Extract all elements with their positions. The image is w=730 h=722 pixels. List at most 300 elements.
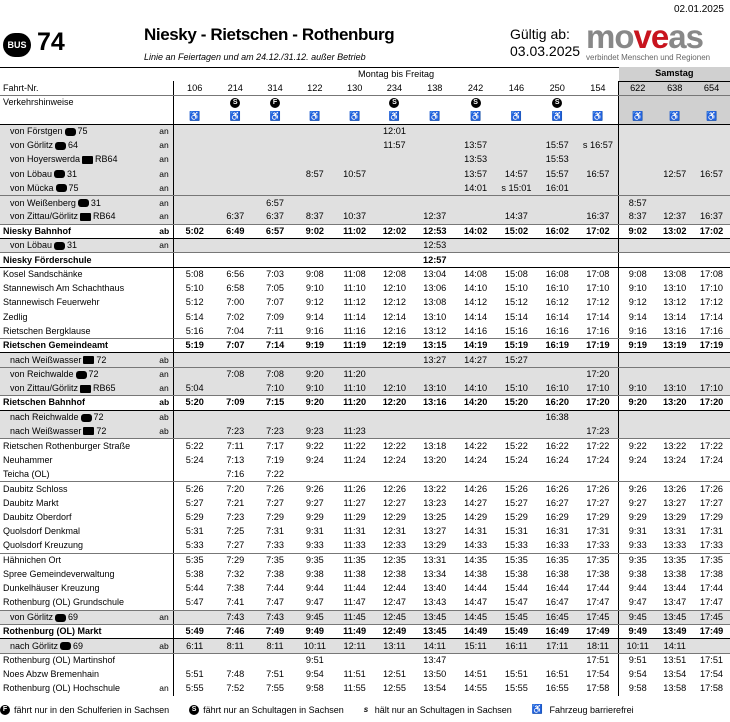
departure-time: 7:15 xyxy=(255,396,295,410)
departure-time xyxy=(537,239,578,253)
departure-time: 9:27 xyxy=(619,496,657,510)
departure-time xyxy=(414,196,455,210)
stop-name xyxy=(0,625,159,639)
departure-time: 7:29 xyxy=(266,511,284,522)
stop-row xyxy=(0,567,730,581)
stop-name xyxy=(0,567,159,581)
departure-time: 15:31 xyxy=(504,526,528,537)
stop-row xyxy=(0,625,730,639)
departure-time: 17:58 xyxy=(586,683,610,694)
departure-time: 13:53 xyxy=(455,153,496,167)
verkehr-label: Verkehrshinweise xyxy=(3,97,74,108)
stop-row xyxy=(0,167,730,181)
departure-time: 7:17 xyxy=(266,440,284,451)
departure-time: 15:10 xyxy=(496,382,537,396)
departure-time: 16:10 xyxy=(545,283,569,294)
departure-time: 14:08 xyxy=(464,269,488,280)
departure-time xyxy=(335,653,375,667)
departure-time: 17:08 xyxy=(700,269,724,280)
departure-time: 15:14 xyxy=(504,311,528,322)
departure-time xyxy=(215,153,255,167)
departure-time: 6:11 xyxy=(174,639,216,653)
departure-time xyxy=(375,253,415,267)
departure-time: 17:26 xyxy=(586,483,610,494)
departure-time xyxy=(375,367,415,381)
departure-time: 16:49 xyxy=(537,625,578,639)
departure-time: 15:26 xyxy=(504,483,528,494)
trip-number: 242 xyxy=(455,81,496,95)
departure-time: 12:53 xyxy=(414,239,455,253)
departure-time: 9:49 xyxy=(295,625,335,639)
departure-time: 14:19 xyxy=(455,339,496,353)
departure-time xyxy=(335,410,375,424)
departure-time: 14:26 xyxy=(464,483,488,494)
stop-row xyxy=(0,667,730,681)
departure-time xyxy=(375,239,415,253)
stop-row xyxy=(0,610,730,624)
ferien-icon: F xyxy=(0,705,10,715)
departure-time xyxy=(335,153,375,167)
departure-time: 14:37 xyxy=(496,210,537,224)
departure-time: 9:22 xyxy=(619,439,657,453)
departure-time: 14:27 xyxy=(455,353,496,367)
stop-label: Teicha (OL) xyxy=(3,468,50,479)
departure-time xyxy=(295,239,335,253)
departure-time xyxy=(537,196,578,210)
arr-dep-marker xyxy=(159,296,173,310)
connect-line: 69 xyxy=(68,611,79,622)
departure-time: 5:19 xyxy=(174,339,216,353)
departure-time: 13:47 xyxy=(423,655,447,666)
stop-name xyxy=(0,210,159,224)
departure-time: 9:20 xyxy=(295,367,335,381)
departure-time: 7:14 xyxy=(255,339,295,353)
stop-name xyxy=(0,410,159,424)
departure-time: 11:45 xyxy=(335,610,375,624)
departure-time xyxy=(578,196,619,210)
departure-time: 7:07 xyxy=(266,297,284,308)
departure-time: 13:12 xyxy=(663,297,687,308)
departure-time xyxy=(656,410,693,424)
departure-time: 7:26 xyxy=(266,483,284,494)
departure-time: 17:22 xyxy=(586,440,610,451)
trip-note xyxy=(174,96,216,110)
departure-time xyxy=(656,353,693,367)
stop-label: Neuhammer xyxy=(3,454,53,465)
stop-row xyxy=(0,138,730,152)
trip-number: 146 xyxy=(496,81,537,95)
arr-dep-marker xyxy=(159,510,173,524)
departure-time: 13:22 xyxy=(663,440,687,451)
departure-time: 9:20 xyxy=(619,396,657,410)
stop-row xyxy=(0,296,730,310)
departure-time xyxy=(335,253,375,267)
departure-time: 7:02 xyxy=(226,311,245,322)
departure-time: 13:47 xyxy=(656,596,693,610)
day-header-row xyxy=(0,67,730,81)
connect-line: 31 xyxy=(90,197,101,208)
schultag-stop-icon: s xyxy=(363,705,369,714)
arr-dep-marker: ab xyxy=(159,224,173,238)
trip-number: 138 xyxy=(414,81,455,95)
departure-time: 17:49 xyxy=(578,625,619,639)
departure-time: 5:24 xyxy=(174,453,216,467)
departure-time xyxy=(375,153,415,167)
line-number: 74 xyxy=(37,28,65,56)
arr-dep-marker xyxy=(159,496,173,510)
departure-time: 11:29 xyxy=(343,511,366,522)
departure-time: 9:10 xyxy=(619,382,657,396)
departure-time: 7:04 xyxy=(215,324,255,338)
departure-time: 13:35 xyxy=(663,554,687,565)
departure-time xyxy=(215,253,255,267)
departure-time: 13:10 xyxy=(423,311,447,322)
stop-row xyxy=(0,453,730,467)
departure-time: 7:46 xyxy=(215,625,255,639)
departure-time: 9:24 xyxy=(619,453,657,467)
schultag-icon: S xyxy=(389,98,399,108)
connect-line: 72 xyxy=(93,412,104,423)
departure-time: 13:27 xyxy=(423,526,447,537)
departure-time xyxy=(174,353,216,367)
connect-line: 31 xyxy=(67,168,78,179)
departure-time: 5:20 xyxy=(174,396,216,410)
departure-time: 15:27 xyxy=(504,497,528,508)
stop-name xyxy=(0,596,159,610)
departure-time: 13:20 xyxy=(423,454,447,465)
departure-time xyxy=(693,153,730,167)
stop-name xyxy=(0,682,159,696)
departure-time: 14:35 xyxy=(464,554,488,565)
stop-row xyxy=(0,382,730,396)
arr-dep-marker: an xyxy=(159,382,173,396)
departure-time: 12:55 xyxy=(382,683,406,694)
stop-label: von Mücka xyxy=(10,182,54,193)
departure-time: 12:22 xyxy=(382,440,406,451)
departure-time xyxy=(255,153,295,167)
stop-label: von Löbau xyxy=(10,168,53,179)
departure-time: 7:19 xyxy=(266,454,284,465)
stop-row xyxy=(0,553,730,567)
departure-time: 15:22 xyxy=(504,440,528,451)
departure-time: 16:02 xyxy=(537,224,578,238)
departure-time: 13:16 xyxy=(414,396,455,410)
departure-time: 11:16 xyxy=(335,324,375,338)
departure-time xyxy=(693,239,730,253)
stop-row xyxy=(0,353,730,367)
departure-time: 5:22 xyxy=(174,439,216,453)
departure-time: 13:10 xyxy=(414,382,455,396)
departure-time: 17:29 xyxy=(700,511,724,522)
departure-time xyxy=(335,467,375,481)
departure-time: 16:57 xyxy=(578,167,619,181)
departure-time: 8:11 xyxy=(215,639,255,653)
legend-f: fährt nur in den Schulferien in Sachsen xyxy=(14,704,170,715)
departure-time: 7:23 xyxy=(255,424,295,438)
departure-time: 7:27 xyxy=(215,539,255,553)
departure-time: 14:11 xyxy=(414,639,455,653)
stop-row xyxy=(0,410,730,424)
trip-number: 234 xyxy=(375,81,415,95)
departure-time: 5:49 xyxy=(174,625,216,639)
stop-name xyxy=(0,153,159,167)
stop-name xyxy=(0,667,159,681)
departure-time xyxy=(693,639,730,653)
departure-time: 17:51 xyxy=(586,655,610,666)
stop-name xyxy=(0,525,159,539)
departure-time: 11:22 xyxy=(343,440,366,451)
trip-number: 214 xyxy=(215,81,255,95)
trip-note xyxy=(496,96,537,110)
bus-icon xyxy=(76,371,87,379)
departure-time: 13:43 xyxy=(414,596,455,610)
departure-time xyxy=(455,124,496,138)
departure-time: 17:38 xyxy=(586,569,610,580)
arr-dep-marker xyxy=(159,525,173,539)
stop-name xyxy=(0,339,159,353)
departure-time: 16:51 xyxy=(545,669,569,680)
departure-time: 12:51 xyxy=(382,669,406,680)
trip-note xyxy=(375,96,415,110)
connect-line: 75 xyxy=(77,126,88,137)
departure-time: 5:27 xyxy=(174,496,216,510)
departure-time: 14:55 xyxy=(464,683,488,694)
departure-time: 17:33 xyxy=(578,539,619,553)
stop-row xyxy=(0,424,730,438)
trip-number: 154 xyxy=(578,81,619,95)
departure-time xyxy=(375,353,415,367)
departure-time: 13:14 xyxy=(663,311,687,322)
departure-time: 15:29 xyxy=(504,511,528,522)
departure-time: 14:12 xyxy=(464,297,488,308)
stop-row xyxy=(0,239,730,253)
departure-time xyxy=(215,181,255,195)
schultag-icon: S xyxy=(230,98,240,108)
stop-label: Rietschen Bahnhof xyxy=(3,397,86,408)
departure-time: 12:35 xyxy=(382,554,406,565)
departure-time: 13:02 xyxy=(656,224,693,238)
stop-name xyxy=(0,553,159,567)
stop-label: nach Görlitz xyxy=(10,640,59,651)
stop-label: nach Reichwalde xyxy=(10,412,79,423)
stop-label: Rothenburg (OL) Hochschule xyxy=(3,683,121,694)
departure-time xyxy=(455,253,496,267)
stop-row xyxy=(0,496,730,510)
departure-time xyxy=(656,138,693,152)
departure-time: 7:23 xyxy=(226,511,245,522)
stop-label: von Förstgen xyxy=(10,126,63,137)
departure-time: 14:14 xyxy=(464,311,488,322)
departure-time: 14:47 xyxy=(455,596,496,610)
bus-icon xyxy=(54,170,65,178)
stop-name xyxy=(0,353,159,367)
departure-time: 12:53 xyxy=(414,224,455,238)
stop-label: Quolsdorf Kreuzung xyxy=(3,540,84,551)
logo-part-3: as xyxy=(668,18,703,55)
stop-name xyxy=(0,539,159,553)
stop-row xyxy=(0,439,730,453)
departure-time: 16:24 xyxy=(545,454,569,465)
departure-time: 7:09 xyxy=(215,396,255,410)
departure-time: 17:20 xyxy=(693,396,730,410)
arr-dep-marker xyxy=(159,267,173,281)
departure-time xyxy=(455,653,496,667)
departure-time xyxy=(496,124,537,138)
departure-time: 9:29 xyxy=(305,511,324,522)
departure-time: 16:45 xyxy=(537,610,578,624)
stop-name xyxy=(0,510,159,524)
wheelchair-icon: ♿ xyxy=(656,110,693,124)
moveas-logo xyxy=(586,18,728,66)
departure-time: 13:33 xyxy=(656,539,693,553)
departure-time: 13:54 xyxy=(423,683,447,694)
departure-time: 17:31 xyxy=(586,526,610,537)
day-header-sa: Samstag xyxy=(619,67,730,81)
departure-time: 7:11 xyxy=(255,324,295,338)
trip-note xyxy=(578,96,619,110)
stop-row xyxy=(0,482,730,496)
departure-time: 17:02 xyxy=(693,224,730,238)
departure-time: 17:23 xyxy=(578,424,619,438)
departure-time: 7:08 xyxy=(215,367,255,381)
departure-time xyxy=(619,167,657,181)
trip-note xyxy=(619,96,657,110)
departure-time: 15:47 xyxy=(496,596,537,610)
departure-time: 14:57 xyxy=(496,167,537,181)
departure-time: 14:20 xyxy=(455,396,496,410)
departure-time xyxy=(335,353,375,367)
departure-time: 17:02 xyxy=(578,224,619,238)
departure-time: 14:44 xyxy=(464,583,488,594)
departure-time: 13:45 xyxy=(414,610,455,624)
departure-time: 9:08 xyxy=(619,267,657,281)
departure-time: 12:47 xyxy=(375,596,415,610)
departure-time: 11:33 xyxy=(335,539,375,553)
arr-dep-marker xyxy=(159,453,173,467)
departure-time: 12:14 xyxy=(382,311,406,322)
train-icon xyxy=(80,385,91,393)
departure-time: 12:02 xyxy=(375,224,415,238)
departure-time: 13:23 xyxy=(423,497,447,508)
stop-name xyxy=(0,639,159,653)
stop-name xyxy=(0,324,159,338)
departure-time: 9:16 xyxy=(295,324,335,338)
departure-time: 17:35 xyxy=(700,554,724,565)
departure-time: 7:03 xyxy=(266,269,284,280)
departure-time: 13:06 xyxy=(423,283,447,294)
wheelchair-icon: ♿ xyxy=(619,110,657,124)
connect-line: 64 xyxy=(68,140,79,151)
stop-name xyxy=(0,138,159,152)
departure-time xyxy=(656,467,693,481)
departure-time: 11:19 xyxy=(335,339,375,353)
departure-time: 16:33 xyxy=(537,539,578,553)
departure-time: 12:08 xyxy=(382,269,406,280)
departure-time: 17:19 xyxy=(693,339,730,353)
departure-time: 17:10 xyxy=(578,382,619,396)
departure-time: 12:11 xyxy=(335,639,375,653)
departure-time: 5:26 xyxy=(174,482,216,496)
departure-time: 7:05 xyxy=(266,283,284,294)
arr-dep-marker xyxy=(159,653,173,667)
departure-time xyxy=(295,253,335,267)
departure-time xyxy=(295,467,335,481)
departure-time: 7:23 xyxy=(215,424,255,438)
departure-time: 12:01 xyxy=(375,124,415,138)
departure-time: 12:10 xyxy=(382,283,406,294)
departure-time: 9:27 xyxy=(305,497,324,508)
departure-time: 7:41 xyxy=(215,596,255,610)
departure-time xyxy=(174,138,216,152)
day-header-empty xyxy=(0,67,174,81)
departure-time xyxy=(335,138,375,152)
departure-time: 15:12 xyxy=(504,297,528,308)
departure-time: 16:37 xyxy=(693,210,730,224)
arr-dep-marker: an xyxy=(159,239,173,253)
train-icon xyxy=(82,156,93,164)
stop-row xyxy=(0,310,730,324)
departure-time xyxy=(375,167,415,181)
departure-time xyxy=(255,353,295,367)
departure-time: 17:22 xyxy=(700,440,724,451)
departure-time: 5:12 xyxy=(174,296,216,310)
departure-time: 13:04 xyxy=(423,269,447,280)
departure-time xyxy=(215,653,255,667)
departure-time: 7:00 xyxy=(226,297,245,308)
logo-tagline: verbindet Menschen und Regionen xyxy=(586,53,711,62)
departure-time: 9:31 xyxy=(305,526,324,537)
departure-time: 7:55 xyxy=(266,683,284,694)
departure-time: 9:12 xyxy=(305,297,324,308)
departure-time: 14:49 xyxy=(455,625,496,639)
departure-time: 9:47 xyxy=(295,596,335,610)
departure-time xyxy=(455,239,496,253)
departure-time: 16:01 xyxy=(537,181,578,195)
stop-label: von Weißenberg xyxy=(10,197,76,208)
departure-time: 6:58 xyxy=(226,283,245,294)
trip-number: 638 xyxy=(656,81,693,95)
departure-time xyxy=(255,410,295,424)
departure-time xyxy=(578,239,619,253)
departure-time: 8:57 xyxy=(295,167,335,181)
arr-dep-marker: an xyxy=(159,367,173,381)
departure-time xyxy=(656,124,693,138)
departure-time xyxy=(414,410,455,424)
departure-time: 17:27 xyxy=(586,497,610,508)
departure-time: 9:58 xyxy=(305,683,324,694)
bus-icon xyxy=(81,414,92,422)
departure-time: 14:11 xyxy=(656,639,693,653)
departure-time: 11:20 xyxy=(335,396,375,410)
departure-time: 17:45 xyxy=(578,610,619,624)
departure-time: 13:16 xyxy=(656,324,693,338)
departure-time xyxy=(174,424,216,438)
departure-time: 17:33 xyxy=(693,539,730,553)
departure-time: 15:53 xyxy=(537,153,578,167)
bus-icon xyxy=(54,242,65,250)
departure-time: 13:29 xyxy=(414,539,455,553)
departure-time: 17:49 xyxy=(693,625,730,639)
departure-time: 8:57 xyxy=(619,196,657,210)
departure-time: 7:22 xyxy=(255,467,295,481)
departure-time: 12:27 xyxy=(382,497,406,508)
departure-time: 13:27 xyxy=(663,497,687,508)
stop-label: von Görlitz xyxy=(10,140,54,151)
valid-from-date: 03.03.2025 xyxy=(510,43,581,59)
trip-number: 314 xyxy=(255,81,295,95)
departure-time: 11:49 xyxy=(335,625,375,639)
departure-time xyxy=(215,239,255,253)
